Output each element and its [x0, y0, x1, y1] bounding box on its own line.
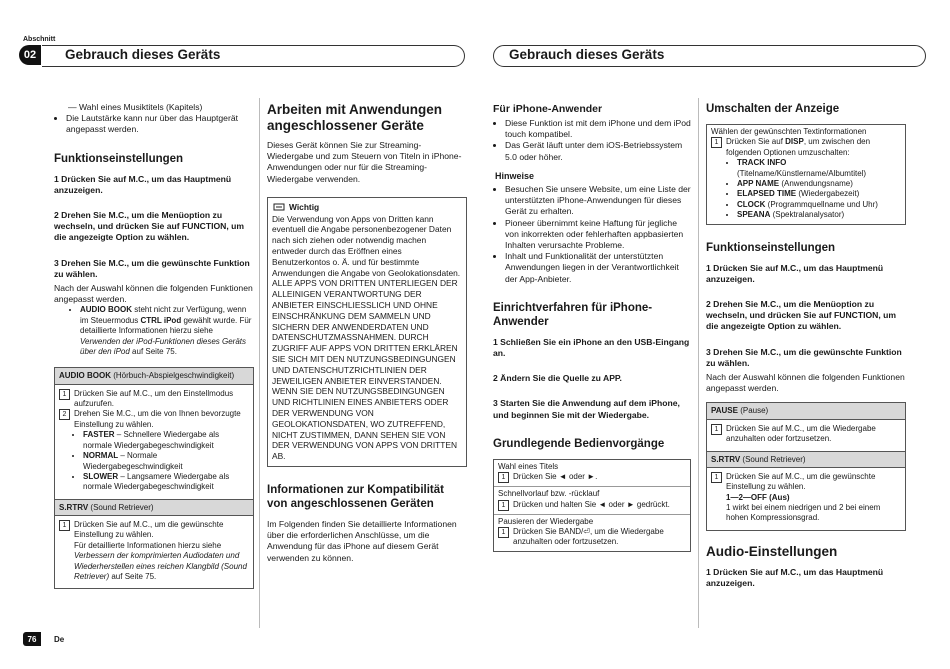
notes-title: Hinweise — [495, 170, 535, 181]
important-label: Wichtig — [289, 201, 320, 212]
table-step-more: Für detaillierte Informationen hierzu siehe — [74, 540, 222, 550]
option-desc: – Schnellere Wiedergabe als normale Wiedergabegeschwindigkeit — [83, 430, 220, 450]
note-text-b: gewählt wurde. Für detaillierte Informationen hierzu siehe — [80, 315, 252, 336]
table-step-text: Drücken Sie auf M.C., um den Einstellmodus aufzurufen. — [74, 388, 234, 409]
operations-box — [493, 459, 691, 552]
table-header — [707, 451, 905, 468]
display-option — [737, 210, 901, 220]
step-3-text: Nach der Auswahl können die folgenden Funktionen angepasst werden. — [54, 283, 253, 305]
dash-line: — Wahl eines Musiktitels (Kapitels) — [68, 102, 203, 112]
operation-text: Drücken Sie ◄ oder ►. — [513, 472, 598, 482]
operation-title: Wahl eines Titels — [498, 461, 559, 471]
note-bold: AUDIO BOOK — [80, 305, 132, 315]
table-step — [59, 520, 249, 582]
operation-title: Schnellvorlauf bzw. -rücklauf — [498, 489, 600, 499]
bullet-item: • Diese Funktion ist mit dem iPhone und dem iPod touch kompatibel. — [505, 118, 691, 140]
display-title: Wählen der gewünschten Textinformationen — [711, 127, 867, 136]
step-number-icon: 1 — [498, 472, 509, 483]
table-step-more-c: auf Seite 75. — [109, 571, 157, 581]
column-3 — [493, 102, 691, 552]
srtrv-text: Drücken Sie auf M.C., um die gewünschte Einstellung zu wählen. — [726, 471, 876, 492]
option-label: CLOCK — [737, 199, 766, 209]
step-1: 1 Drücken Sie auf M.C., um das Hauptmenü anzuzeigen. — [706, 566, 884, 588]
option-label: APP NAME — [737, 179, 780, 189]
bullet-list — [493, 118, 691, 163]
display-step-key: DISP — [785, 137, 804, 147]
step-number-icon: 1 — [711, 137, 722, 148]
section-heading: Einrichtverfahren für iPhone-Anwender — [493, 301, 653, 328]
option-label: NORMAL — [83, 451, 119, 461]
table-step — [59, 389, 249, 410]
important-caps: ALLE APPS VON DRITTEN UNTERLIEGEN DER ALLEINIGEN VERANTWORTUNG DER ANBIETER EINSCHLIESSLICH UND OHNE EINSCHRÄNKUNG DEM SAMMELN UND SICHERN DER ANWENDERDATEN UND DATENSCHUTZMASSNAHMEN. DURCH ZUGRIFF AUF APPS VON DRITTEN ERKLÄREN SIE SICH MIT DEN NUTZUNGSBEDINGUNGEN UND DATENSCHUTZRICHTLINIEN DER JEWEILIGEN ANBIETER EINVERSTANDEN. WENN SIE DEN NUTZUNGSBEDINGUNGEN UND RICHTLINIEN EINES ANBIETERS ODER DER VERWENDUNG VON GEOLOKATIONSDATEN, WO ZUTREFFEND, NICHT ZUSTIMMEN, DANN SEHEN SIE VON DER VERWENDUNG VON APPS VON DRITTEN AB. — [272, 278, 458, 462]
bullet-item: • Die Lautstärke kann nur über das Hauptgerät angepasst werden. — [66, 113, 254, 135]
step-3: 3 Drehen Sie M.C., um die gewünschte Funktion zu wählen. — [706, 346, 902, 368]
option-item — [83, 472, 249, 493]
section-heading: Für iPhone-Anwender — [493, 103, 603, 115]
section-heading: Grundlegende Bedienvorgänge — [493, 437, 665, 450]
table-step-text: Drücken Sie auf M.C., um die Wiedergabe anzuhalten oder fortzusetzen. — [726, 423, 876, 444]
display-step-c: , um zwischen den folgenden Optionen umzuschalten: — [726, 137, 871, 157]
table-header-bold: AUDIO BOOK — [59, 371, 111, 381]
step-1: 1 Schließen Sie ein iPhone an den USB-Eingang an. — [493, 336, 690, 359]
option-item — [83, 430, 249, 451]
section-number: 02 — [19, 45, 41, 65]
bullet-list — [54, 113, 254, 135]
step-2: 2 Drehen Sie M.C., um die Menüoption zu wechseln, und drücken Sie auf FUNCTION, um die angezeigte Option zu wählen. — [706, 299, 897, 332]
option-desc: – Normale Wiedergabegeschwindigkeit — [83, 451, 183, 471]
section-heading: Umschalten der Anzeige — [706, 103, 840, 115]
display-option — [737, 189, 901, 199]
section-heading: Funktionseinstellungen — [706, 241, 836, 254]
option-desc: (Titelname/Künstlername/Albumtitel) — [737, 168, 867, 178]
option-label: SLOWER — [83, 471, 119, 481]
operation-text: Drücken Sie BAND/⏎, um die Wiedergabe anzuhalten oder fortzusetzen. — [513, 527, 664, 547]
section-heading: Audio-Einstellungen — [706, 543, 838, 559]
header-title-left: Gebrauch dieses Geräts — [65, 47, 221, 62]
pause-table — [706, 402, 906, 530]
table-step — [59, 409, 249, 430]
table-header — [707, 403, 905, 419]
display-step-a: Drücken Sie auf — [726, 137, 786, 147]
step-number-icon: 1 — [498, 500, 509, 511]
step-1: 1 Drücken Sie auf M.C., um das Hauptmenü anzuzeigen. — [54, 173, 232, 195]
operation-cell — [494, 460, 690, 487]
option-desc: (Spektralanalysator) — [770, 210, 845, 220]
column-4 — [706, 102, 906, 592]
audiobook-table — [54, 367, 254, 589]
table-step-main: Drücken Sie auf M.C., um die gewünschte Einstellung zu wählen. — [74, 519, 224, 540]
page-number: 76 — [23, 632, 41, 646]
display-options — [711, 158, 901, 220]
table-header-rest: (Hörbuch-Abspielgeschwindigkeit) — [111, 371, 235, 381]
note-link[interactable]: Verwenden der iPod-Funktionen dieses Geräts über den iPod — [80, 336, 247, 357]
important-icon — [272, 202, 286, 212]
section-label: Abschnitt — [23, 36, 56, 43]
note-item: • Inhalt und Funktionalität der unterstützten Anwendungen liegen in der Verantwortlichkeit der App-Anbieter. — [505, 251, 691, 285]
option-label: ELAPSED TIME — [737, 189, 797, 199]
table-body — [707, 420, 905, 451]
section-heading: Arbeiten mit Anwendungen angeschlossener Geräte — [267, 102, 442, 133]
step-number-icon: 2 — [59, 409, 70, 420]
note-item — [80, 305, 254, 357]
display-cell — [707, 125, 905, 224]
option-desc: (Programmquellname und Uhr) — [765, 199, 878, 209]
display-step — [726, 137, 901, 158]
notes-list — [493, 184, 691, 285]
step-3-text: Nach der Auswahl können die folgenden Funktionen angepasst werden. — [706, 372, 905, 394]
table-step-link[interactable]: Verbessern der komprimierten Audiodaten und Wiederherstellen eines reichen Klangbild (Sound Retriever) — [74, 551, 247, 581]
operation-cell — [494, 487, 690, 514]
table-header-bold: PAUSE — [711, 406, 738, 416]
note-item: • Pioneer übernimmt keine Haftung für jegliche von inkorrekten oder fehlerhaften appbasierten Inhalten verursachte Probleme. — [505, 218, 691, 252]
display-option — [737, 179, 901, 189]
operation-cell — [494, 515, 690, 551]
display-box — [706, 124, 906, 225]
column-divider — [259, 98, 260, 628]
table-body — [55, 385, 253, 499]
section-heading: Funktionseinstellungen — [54, 152, 184, 165]
display-option — [737, 200, 901, 210]
column-divider — [698, 98, 699, 628]
note-block — [54, 305, 254, 357]
option-label: TRACK INFO — [737, 158, 787, 168]
table-header-rest: (Sound Retriever) — [88, 502, 154, 512]
step-2: 2 Ändern Sie die Quelle zu APP. — [493, 373, 622, 384]
header-title-right: Gebrauch dieses Geräts — [509, 47, 665, 62]
table-body — [707, 468, 905, 530]
page-language: De — [54, 635, 65, 644]
column-1 — [54, 102, 254, 589]
bullet-item: • Das Gerät läuft unter dem iOS-Betriebssystem 5.0 oder höher. — [505, 140, 691, 162]
table-header-rest: (Pause) — [737, 406, 769, 416]
section-heading: Informationen zur Kompatibilität von angeschlossenen Geräten — [267, 483, 444, 510]
step-3: 3 Starten Sie die Anwendung auf dem iPhone, und beginnen Sie mit der Wiedergabe. — [493, 398, 680, 420]
table-header — [55, 499, 253, 516]
step-number-icon: 1 — [59, 520, 70, 531]
option-desc: – Langsamere Wiedergabe als normale Wiedergabegeschwindigkeit — [83, 471, 230, 492]
important-title — [272, 202, 462, 213]
table-step-text — [74, 520, 249, 582]
step-number-icon: 1 — [59, 389, 70, 400]
step-number-icon: 1 — [711, 472, 722, 483]
note-item: • Besuchen Sie unsere Website, um eine Liste der unterstützten iPhone-Anwendungen für dieses Gerät zu erhalten. — [505, 184, 691, 218]
srtrv-note: 1 wirkt bei einem niedrigen und 2 bei einem hohen Kompressionsgrad. — [726, 502, 881, 523]
note-text-c: auf Seite 75. — [129, 347, 177, 357]
table-body — [55, 516, 253, 588]
table-header-bold: S.RTRV — [711, 454, 741, 464]
header-right — [493, 45, 926, 67]
option-item — [83, 451, 249, 472]
table-step-text: Drehen Sie M.C., um die von Ihnen bevorzugte Einstellung zu wählen. — [74, 409, 241, 429]
option-label: SPEANA — [737, 210, 771, 220]
note-text: steht nicht zur Verfügung, wenn im Steuermodus — [80, 305, 247, 325]
option-label: FASTER — [83, 430, 115, 440]
operation-text: Drücken und halten Sie ◄ oder ► gedrückt. — [513, 499, 670, 509]
important-box — [267, 197, 467, 467]
table-header — [55, 368, 253, 384]
display-option — [737, 158, 901, 179]
step-1: 1 Drücken Sie auf M.C., um das Hauptmenü anzuzeigen. — [706, 262, 884, 284]
option-desc: (Anwendungsname) — [779, 179, 853, 189]
option-desc: (Wiedergabezeit) — [796, 189, 860, 199]
step-number-icon: 1 — [711, 424, 722, 435]
step-3: 3 Drehen Sie M.C., um die gewünschte Funktion zu wählen. — [54, 257, 250, 279]
column-2 — [267, 102, 467, 564]
intro-text: Dieses Gerät können Sie zur Streaming-Wiedergabe und zum Steuern von Titeln in iPhone-Anwendungen oder nur für die Streaming-Wiedergabe verwenden. — [267, 140, 462, 184]
option-list — [59, 430, 249, 492]
step-number-icon: 1 — [498, 527, 509, 538]
operation-title: Pausieren der Wiedergabe — [498, 516, 594, 526]
body-text: Im Folgenden finden Sie detaillierte Informationen über die erforderlichen Anschlüsse, um die Anwendung für das iPhone auf diesem Gerät verwenden zu können. — [267, 518, 457, 563]
important-text: Die Verwendung von Apps von Dritten kann eventuell die Angabe personenbezogener Daten nach sich ziehen oder notwendig machen entweder durch das Eröffnen eines Benutzerkontos o. Ä. und für bestimmte Anwendungen die Angabe von Geolokationsdaten. — [272, 213, 461, 278]
step-2: 2 Drehen Sie M.C., um die Menüoption zu wechseln, und drücken Sie auf FUNCTION, um die angezeigte Option zu wählen. — [54, 210, 245, 243]
table-header-bold: S.RTRV — [59, 502, 89, 512]
header-left — [42, 45, 465, 67]
note-ctrl: CTRL iPod — [140, 315, 182, 325]
table-step-text — [726, 472, 901, 524]
table-header-rest: (Sound Retriever) — [740, 454, 806, 464]
srtrv-values: 1—2—OFF (Aus) — [726, 492, 790, 502]
